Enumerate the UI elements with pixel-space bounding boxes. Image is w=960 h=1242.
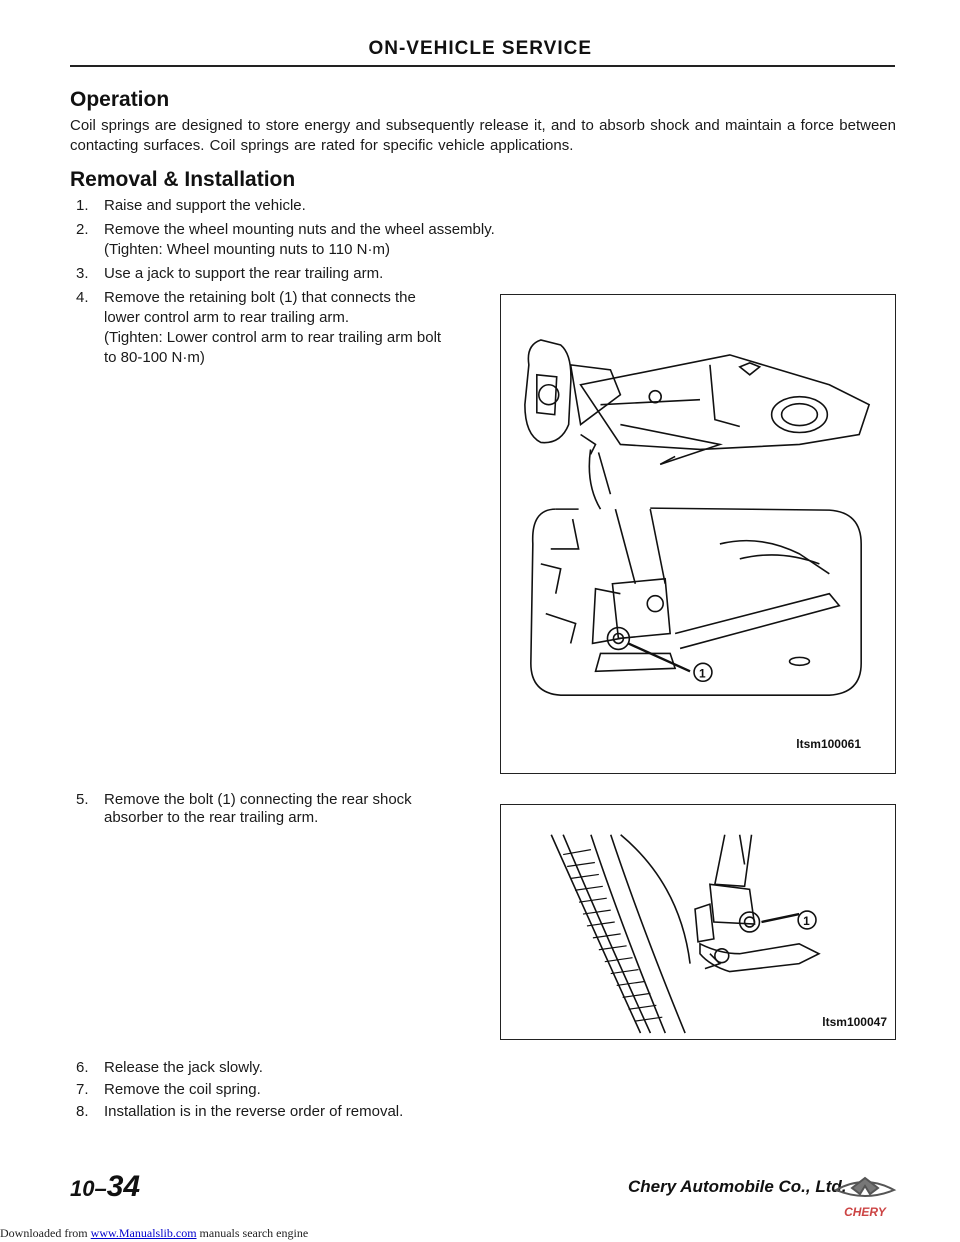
chapter-prefix: 10– <box>70 1176 107 1201</box>
download-prefix: Downloaded from <box>0 1226 91 1240</box>
callout-1-label: 1 <box>698 666 706 681</box>
figure-lower-control-arm <box>500 294 896 774</box>
step-text: Remove the retaining bolt (1) that connects the <box>104 289 416 306</box>
removal-title: Removal & Installation <box>70 168 296 191</box>
step-text: Remove the bolt (1) connecting the rear shock <box>104 791 412 808</box>
step-text: Release the jack slowly. <box>104 1059 263 1076</box>
figure-id: ltsm100061 <box>796 737 861 751</box>
step-4-note2: to 80-100 N·m) <box>104 349 205 366</box>
step-number: 2. <box>76 221 89 238</box>
step-number: 4. <box>76 289 89 306</box>
step-text: Use a jack to support the rear trailing arm. <box>104 265 384 282</box>
step-number: 8. <box>76 1103 89 1120</box>
step-2 <box>76 220 495 240</box>
step-number: 7. <box>76 1081 89 1098</box>
step-number: 5. <box>76 791 89 808</box>
step-number: 6. <box>76 1059 89 1076</box>
figure-shock-absorber-bolt <box>500 804 896 1040</box>
step-text: Installation is in the reverse order of removal. <box>104 1103 404 1120</box>
section-header: ON-VEHICLE SERVICE <box>368 38 592 59</box>
step-8 <box>76 1102 403 1122</box>
step-text: Remove the wheel mounting nuts and the wheel assembly. <box>104 221 495 238</box>
step-text: Raise and support the vehicle. <box>104 197 306 214</box>
step-3 <box>76 264 383 284</box>
header-rule <box>70 65 895 67</box>
download-suffix: manuals search engine <box>196 1226 309 1240</box>
manualslib-link[interactable]: www.Manualslib.com <box>90 1226 197 1240</box>
step-4-note1: (Tighten: Lower control arm to rear trailing arm bolt <box>104 329 442 346</box>
step-2-note: (Tighten: Wheel mounting nuts to 110 N·m) <box>104 241 390 258</box>
step-number: 3. <box>76 265 89 282</box>
company-name: Chery Automobile Co., Ltd. <box>628 1177 847 1196</box>
logo-wordmark: CHERY <box>844 1205 886 1219</box>
step-5 <box>76 790 412 810</box>
operation-title: Operation <box>70 88 170 111</box>
step-6 <box>76 1058 263 1078</box>
figure-id: ltsm100047 <box>822 1015 887 1029</box>
chery-logo-icon <box>830 1172 900 1222</box>
step-4-line2: lower control arm to rear trailing arm. <box>104 309 350 326</box>
step-7 <box>76 1080 261 1100</box>
page-number <box>70 1170 140 1204</box>
shock-absorber-illustration <box>501 805 895 1039</box>
step-5-line2: absorber to the rear trailing arm. <box>104 809 319 826</box>
step-1 <box>76 196 306 216</box>
callout-1-label: 1 <box>803 913 810 928</box>
step-text: Remove the coil spring. <box>104 1081 261 1098</box>
step-number: 1. <box>76 197 89 214</box>
lower-control-arm-illustration <box>501 295 895 773</box>
page-number-value: 34 <box>106 1170 141 1203</box>
download-notice <box>0 1226 308 1241</box>
step-4 <box>76 288 416 308</box>
operation-paragraph: Coil springs are designed to store energy and subsequently release it, and to absorb shock and maintain a force between contacting surfaces. Coil springs are rated for specific vehicle applications. <box>70 117 896 154</box>
